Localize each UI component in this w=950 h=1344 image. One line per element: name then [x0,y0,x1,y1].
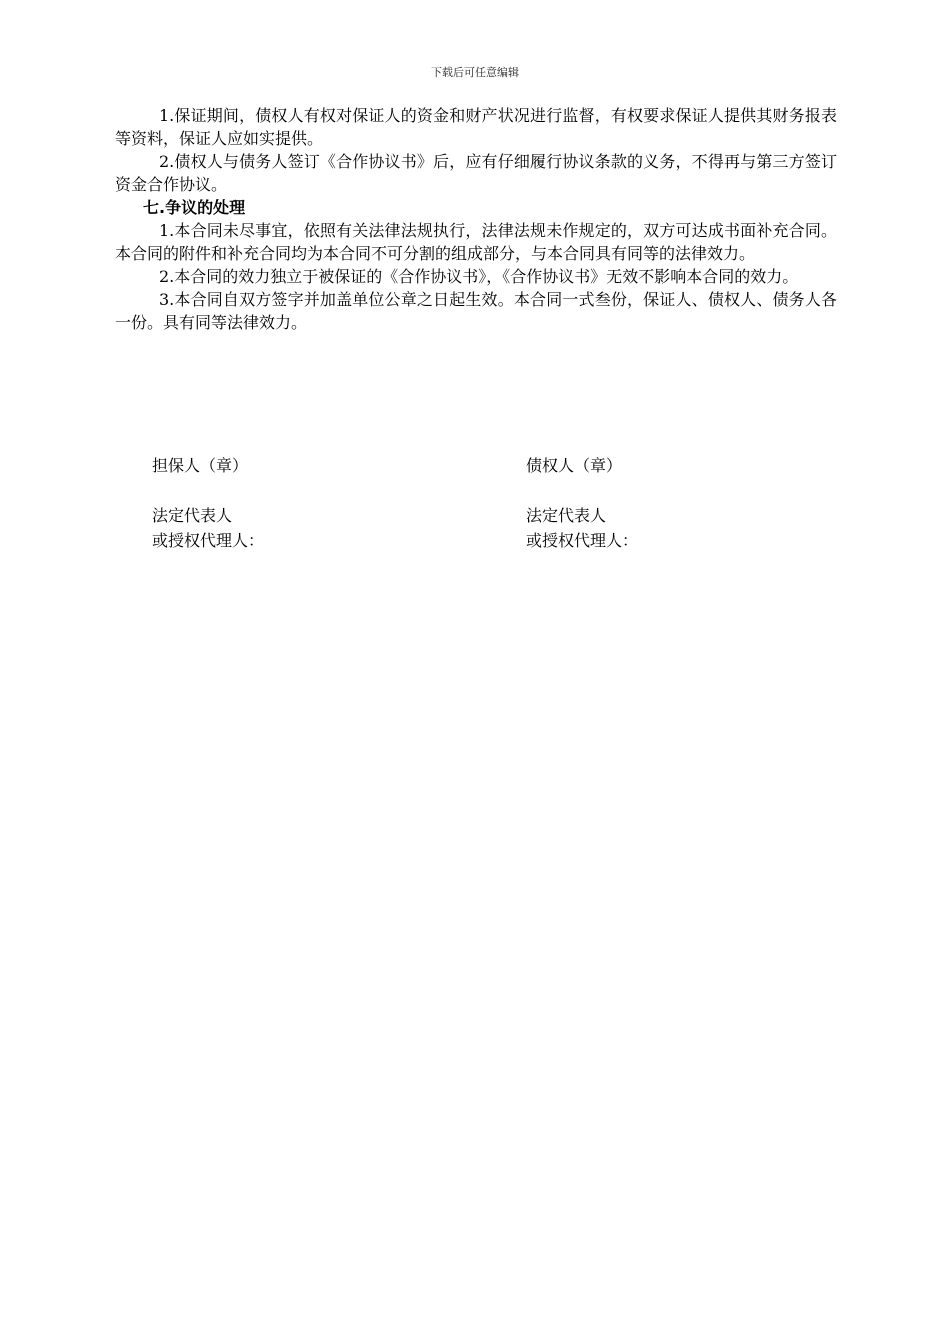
paragraph-creditor-obligation: 2.债权人与债务人签订《合作协议书》后，应有仔细履行协议条款的义务，不得再与第三方签订资金合作协议。 [115,152,837,194]
section-heading-dispute: 七.争议的处理 [143,198,246,217]
creditor-seal-label: 债权人（章） [526,456,623,475]
paragraph-dispute-item-3: 3.本合同自双方签字并加盖单位公章之日起生效。本合同一式叁份，保证人、债权人、债务人各一份。具有同等法律效力。 [115,290,837,332]
guarantor-seal-label: 担保人（章） [152,456,249,475]
paragraph-dispute-item-2: 2.本合同的效力独立于被保证的《合作协议书》，《合作协议书》无效不影响本合同的效力。 [159,267,799,286]
creditor-agent-label: 或授权代理人： [526,531,639,550]
paragraph-dispute-item-1: 1.本合同未尽事宜，依照有关法律法规执行，法律法规未作规定的，双方可达成书面补充合同。本合同的附件和补充合同均为本合同不可分割的组成部分，与本合同具有同等的法律效力。 [115,221,837,263]
paragraph-guarantee-supervision: 1.保证期间，债权人有权对保证人的资金和财产状况进行监督，有权要求保证人提供其财务报表等资料，保证人应如实提供。 [115,106,837,148]
guarantor-legal-rep-label: 法定代表人 [152,506,233,525]
contract-body [115,104,837,334]
guarantor-agent-label: 或授权代理人： [152,531,265,550]
creditor-legal-rep-label: 法定代表人 [526,506,607,525]
header-note: 下载后可任意编辑 [431,66,519,79]
